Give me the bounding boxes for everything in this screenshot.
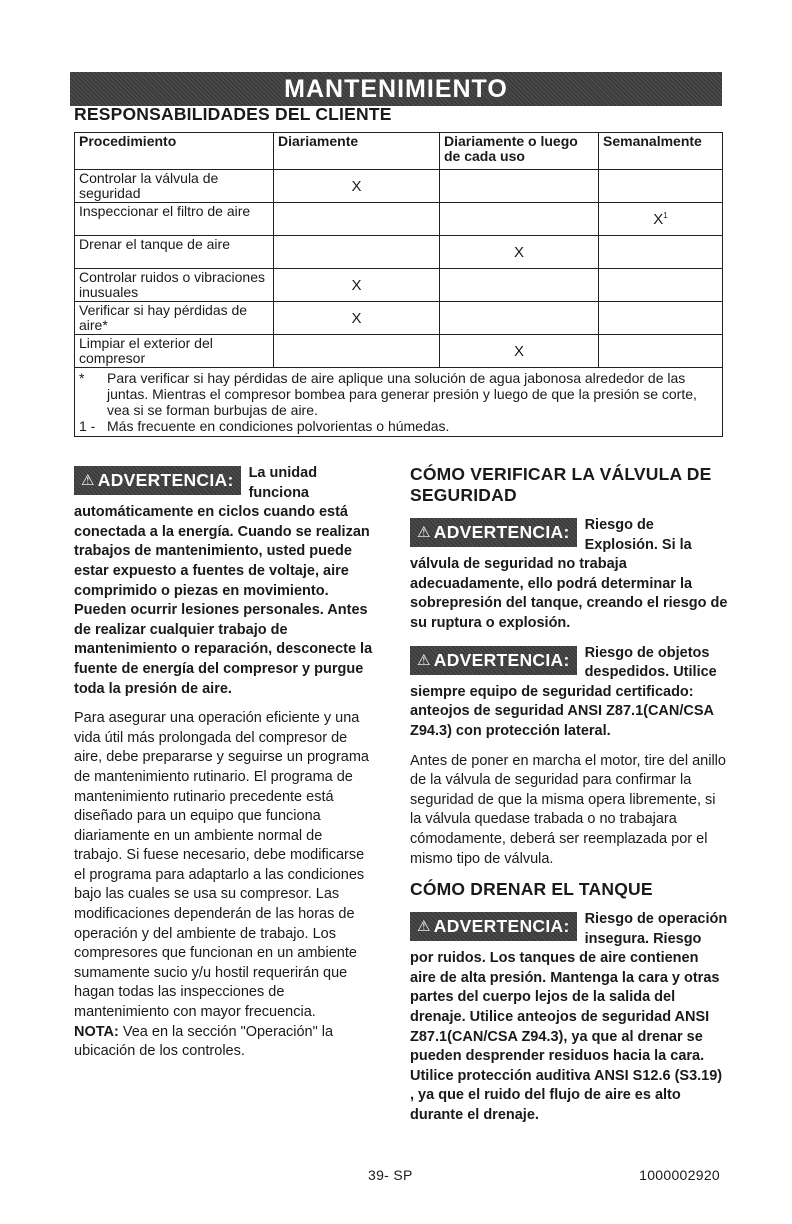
- table-row: [75, 236, 723, 269]
- after-use-cell: [440, 269, 599, 302]
- procedure-cell: Controlar la válvula de seguridad: [75, 170, 274, 203]
- warning-badge-label: ADVERTENCIA:: [97, 470, 234, 490]
- maintenance-intro-paragraph: [74, 709, 374, 1062]
- daily-cell: X: [274, 302, 440, 335]
- daily-cell: [274, 203, 440, 236]
- warning-text: Riesgo de operación insegura. Riesgo por ruidos. Los tanques de aire contienen aire de alta presión. Mantenga la cara y otras partes del cuerpo lejos de la salida del drenaje. Utilice anteojos de seguridad ANSI Z87.1(CAN/CSA Z94.3), ya que al drenar se pueden desprender residuos hacia la cara. Utilice protección auditiva ANSI S12.6 (S3.19) , ya que el ruido del flujo de aire es alto durante el drenaje.: [410, 911, 728, 1124]
- intro-text: Para asegurar una operación eficiente y una vida útil más prolongada del compresor de aire, debe prepararse y seguirse un programa de mantenimiento rutinario. El programa de mantenimiento rutinario precedente está diseñado para un equipo que funciona diariamente en un ambiente normal de trabajo. Si fuese necesario, debe modificarse el programa para adaptarlo a las condiciones bajo las cuales se usa su compresor. Las modificaciones dependerán de las horas de operación y del ambiente de trabajo. Los compresores que funcionan en un ambiente sumamente sucio y/u hostil requerirán que hagan todas las inspecciones de mantenimiento con mayor frecuencia.: [74, 710, 369, 1021]
- table-notes-row: [75, 368, 723, 437]
- weekly-cell: [599, 203, 723, 236]
- heading-check-valve: CÓMO VERIFICAR LA VÁLVULA DE SEGURIDAD: [410, 464, 712, 505]
- footnote-text: Para verificar si hay pérdidas de aire aplique una solución de agua jabonosa alrededor de las juntas. Mientras el compresor bombea para generar presión y luego de que la presión se corte, vea si se forman burbujas de aire.: [107, 370, 697, 418]
- right-column: [410, 464, 728, 1126]
- daily-cell: X: [274, 170, 440, 203]
- after-use-cell: [440, 302, 599, 335]
- page-title-banner: MANTENIMIENTO: [70, 72, 722, 106]
- table-row: [75, 302, 723, 335]
- table-row: [75, 269, 723, 302]
- warning-badge-label: ADVERTENCIA:: [433, 916, 570, 937]
- table-row: [75, 170, 723, 203]
- footnote-mark: 1 -: [79, 418, 96, 434]
- after-use-cell: X: [440, 236, 599, 269]
- warning-triangle-icon: ⚠: [417, 524, 431, 541]
- column-header-daily: Diariamente: [274, 133, 440, 170]
- procedure-cell: Verificar si hay pérdidas de aire*: [75, 302, 274, 335]
- page-number: 39- SP: [368, 1167, 413, 1183]
- warning-badge: [74, 466, 241, 495]
- warning-text: La unidad funciona automáticamente en ciclos cuando está conectada a la energía. Cuando se realizan trabajos de mantenimiento, usted puede estar expuesto a fuentes de voltaje, aire comprimido o piezas en movimiento. Pueden ocurrir lesiones personales. Antes de realizar cualquier trabajo de mantenimiento o reparación, desconecte la fuente de energía del compresor y purgue toda la presión de aire.: [74, 465, 373, 697]
- warning-badge: [410, 646, 577, 675]
- column-header-after-use: Diariamente o luego de cada uso: [440, 133, 599, 170]
- procedure-cell: Controlar ruidos o vibraciones inusuales: [75, 269, 274, 302]
- after-use-cell: [440, 170, 599, 203]
- warning-text: Riesgo de Explosión. Si la válvula de seguridad no trabaja adecuadamente, ello podrá determinar la sobrepresión del tanque, creando el riesgo de su ruptura o explosión.: [410, 517, 728, 631]
- left-column: [74, 464, 374, 1062]
- heading-drain-tank: CÓMO DRENAR EL TANQUE: [410, 879, 653, 900]
- warning-block-power: [74, 464, 374, 699]
- warning-triangle-icon: ⚠: [81, 472, 95, 489]
- warning-badge-label: ADVERTENCIA:: [433, 649, 570, 670]
- weekly-cell: [599, 335, 723, 368]
- warning-badge: [410, 912, 577, 941]
- column-header-weekly: Semanalmente: [599, 133, 723, 170]
- weekly-cell: [599, 170, 723, 203]
- warning-badge-label: ADVERTENCIA:: [433, 522, 570, 542]
- weekly-cell: [599, 236, 723, 269]
- warning-text: Riesgo de objetos despedidos. Utilice siempre equipo de seguridad certificado: anteojos de seguridad ANSI Z87.1(CAN/CSA Z94.3) con protección lateral.: [410, 644, 717, 739]
- note-paragraph: [74, 1023, 374, 1062]
- table-row: [75, 335, 723, 368]
- warning-block-explosion: [410, 516, 728, 634]
- daily-cell: [274, 236, 440, 269]
- warning-block-projectiles: [410, 644, 728, 742]
- footnote-one: [79, 418, 718, 434]
- maintenance-schedule-table: [74, 132, 723, 437]
- after-use-cell: X: [440, 335, 599, 368]
- valve-check-paragraph: Antes de poner en marcha el motor, tire del anillo de la válvula de seguridad para confirmar la seguridad de que la misma opera libremente, si la válvula quedase trabada o no trabajara cómodamente, deberá ser reemplazada por el mismo tipo de válvula.: [410, 752, 726, 867]
- column-header-procedure: Procedimiento: [75, 133, 274, 170]
- weekly-mark: X: [653, 210, 664, 228]
- warning-triangle-icon: ⚠: [417, 918, 431, 936]
- procedure-cell: Inspeccionar el filtro de aire: [75, 203, 274, 236]
- warning-triangle-icon: ⚠: [417, 651, 431, 669]
- after-use-cell: [440, 203, 599, 236]
- section-subtitle: RESPONSABILIDADES DEL CLIENTE: [74, 104, 392, 124]
- note-text: Vea en la sección "Operación" la ubicación de los controles.: [74, 1023, 334, 1060]
- weekly-cell: [599, 302, 723, 335]
- footnote-superscript: 1: [663, 210, 668, 220]
- daily-cell: X: [274, 269, 440, 302]
- table-notes-cell: [75, 368, 723, 437]
- procedure-cell: Limpiar el exterior del compresor: [75, 335, 274, 368]
- daily-cell: [274, 335, 440, 368]
- table-row: [75, 203, 723, 236]
- footnote-asterisk: [79, 370, 718, 418]
- footnote-mark: *: [79, 370, 85, 386]
- table-header-row: [75, 133, 723, 170]
- warning-badge: [410, 518, 577, 547]
- document-code: 1000002920: [639, 1167, 720, 1183]
- note-label: NOTA:: [74, 1023, 119, 1040]
- weekly-cell: [599, 269, 723, 302]
- warning-block-drain: [410, 910, 728, 1126]
- footnote-text: Más frecuente en condiciones polvorientas o húmedas.: [107, 418, 450, 434]
- procedure-cell: Drenar el tanque de aire: [75, 236, 274, 269]
